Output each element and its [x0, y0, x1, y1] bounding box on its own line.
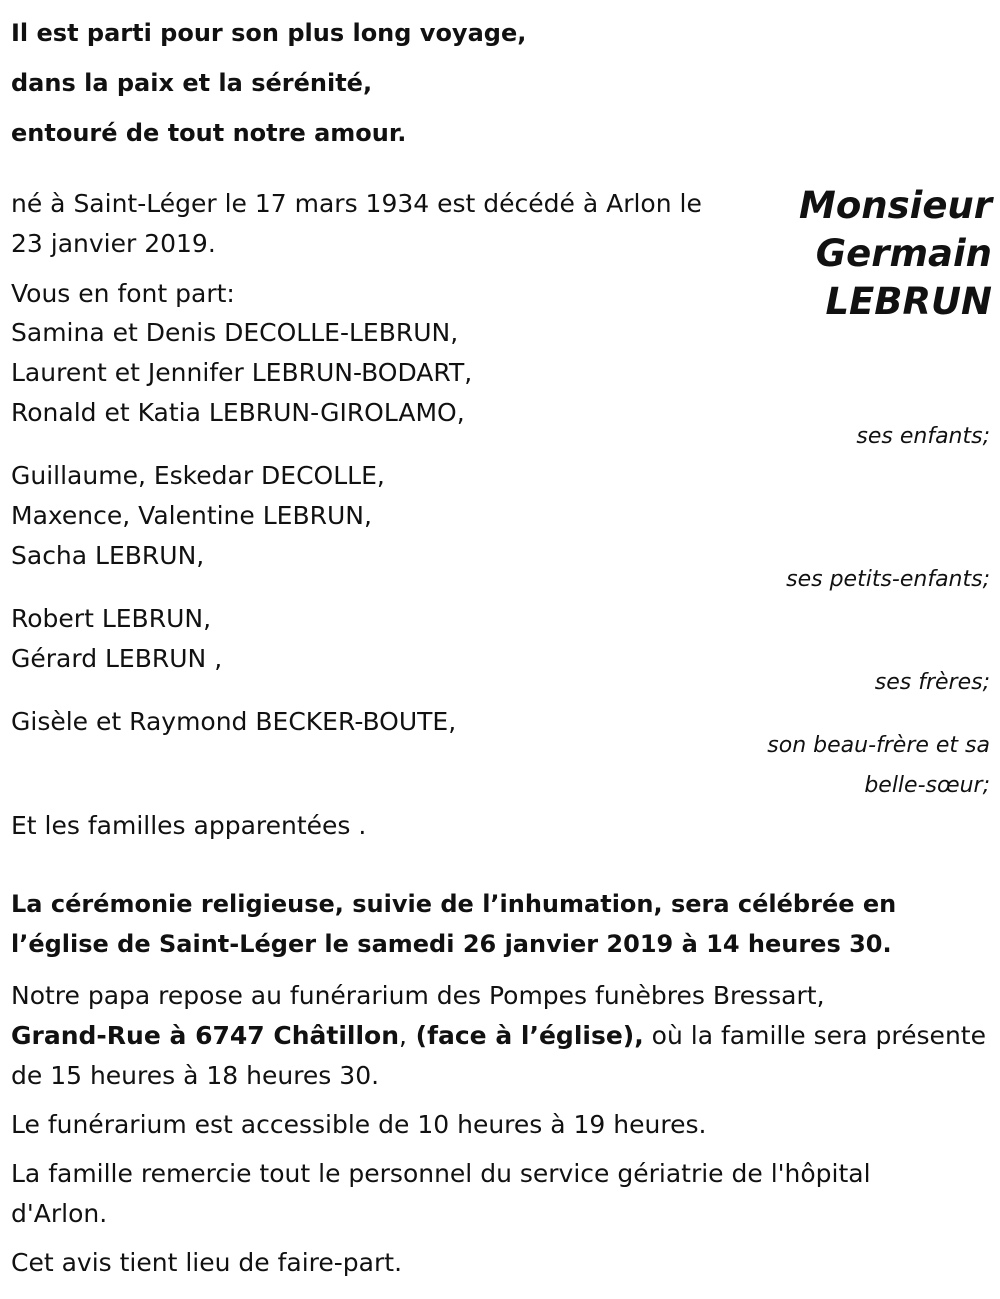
funerarium-line: Notre papa repose au funérarium des Pompes funèbres Bressart,: [11, 981, 825, 1010]
funerarium-line: [11, 1016, 986, 1056]
intro-line: Il est parti pour son plus long voyage,: [11, 19, 527, 47]
thanks-line: La famille remercie tout le personnel du service gériatrie de l'hôpital: [11, 1159, 871, 1188]
family-member: Samina et Denis DECOLLE-LEBRUN,: [11, 318, 459, 347]
relation-label: ses frères;: [874, 670, 990, 695]
family-member: Robert LEBRUN,: [11, 604, 212, 633]
announce-intro: Vous en font part:: [11, 279, 235, 308]
intro-line: entouré de tout notre amour.: [11, 119, 407, 147]
funerarium-presence: où la famille sera présente: [643, 1021, 986, 1050]
related-families: Et les familles apparentées .: [11, 811, 367, 840]
family-member: Laurent et Jennifer LEBRUN-BODART,: [11, 358, 473, 387]
intro-line: dans la paix et la sérénité,: [11, 69, 373, 97]
family-member: Guillaume, Eskedar DECOLLE,: [11, 461, 385, 490]
funerarium-note: (face à l’église),: [406, 1021, 644, 1050]
deceased-title: Monsieur: [799, 184, 992, 227]
relation-label: son beau-frère et sa: [767, 733, 990, 758]
deceased-last-name: LEBRUN: [825, 280, 992, 323]
ceremony-line: La cérémonie religieuse, suivie de l’inhumation, sera célébrée en: [11, 890, 897, 918]
closing-note: Cet avis tient lieu de faire-part.: [11, 1248, 403, 1277]
relation-label: ses enfants;: [856, 424, 990, 449]
funerarium-address: Grand-Rue à 6747 Châtillon: [11, 1021, 400, 1050]
family-member: Ronald et Katia LEBRUN-GIROLAMO,: [11, 398, 465, 427]
family-member: Sacha LEBRUN,: [11, 541, 205, 570]
family-member: Gisèle et Raymond BECKER-BOUTE,: [11, 707, 457, 736]
birth-death-line: 23 janvier 2019.: [11, 229, 216, 258]
funerarium-comma: ,: [399, 1021, 407, 1050]
relation-label: ses petits-enfants;: [786, 567, 990, 592]
ceremony-line: l’église de Saint-Léger le samedi 26 janvier 2019 à 14 heures 30.: [11, 930, 892, 958]
deceased-first-name: Germain: [815, 232, 992, 275]
family-member: Maxence, Valentine LEBRUN,: [11, 501, 372, 530]
relation-label: belle-sœur;: [864, 773, 990, 798]
intro-verse: [11, 8, 526, 158]
funerarium-line: de 15 heures à 18 heures 30.: [11, 1061, 380, 1090]
birth-death-line: né à Saint-Léger le 17 mars 1934 est décédé à Arlon le: [11, 189, 702, 218]
deceased-name: [799, 182, 992, 326]
funerarium-hours: Le funérarium est accessible de 10 heures à 19 heures.: [11, 1110, 707, 1139]
thanks-line: d'Arlon.: [11, 1199, 108, 1228]
family-member: Gérard LEBRUN ,: [11, 644, 223, 673]
